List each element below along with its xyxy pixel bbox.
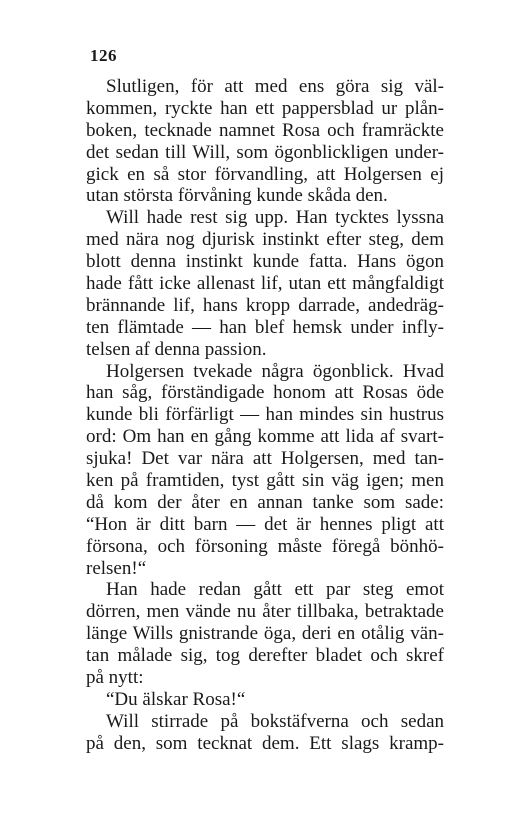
text-line: på nytt:: [86, 667, 144, 689]
text-line: på den, som tecknat dem. Ett slags kramp-: [86, 732, 444, 754]
page-number: 126: [90, 46, 117, 65]
text-line: utan största förvåning kunde skåda den.: [86, 185, 388, 207]
text-line: blott denna instinkt kunde fatta. Hans ögon: [86, 251, 444, 273]
text-line: kommen, ryckte han ett pappersblad ur plån-: [86, 97, 444, 119]
body-text: [86, 76, 444, 755]
text-line: hade fått icke allenast lif, utan ett mångfaldigt: [86, 273, 444, 295]
text-line: ken på framtiden, tyst gått sin väg igen; men: [86, 470, 444, 492]
text-line: relsen!“: [86, 557, 147, 579]
text-line: Holgersen tvekade några ögonblick. Hvad: [106, 360, 444, 382]
text-line: “Du älskar Rosa!“: [106, 688, 246, 710]
text-line: Will hade rest sig upp. Han tycktes lyssna: [106, 207, 444, 229]
text-line: Slutligen, för att med ens göra sig väl-: [106, 76, 444, 97]
text-line: telsen af denna passion.: [86, 338, 267, 360]
text-line: sjuka! Det var nära att Holgersen, med tan-: [86, 448, 444, 470]
text-line: Will stirrade på bokstäfverna och sedan: [106, 710, 444, 732]
text-line: boken, tecknade namnet Rosa och framräckte: [86, 119, 444, 141]
text-line: brännande lif, hans kropp darrade, andedräg-: [86, 294, 444, 316]
text-line: kunde bli förfärligt — han mindes sin hustrus: [86, 404, 444, 426]
text-line: gick en så stor förvandling, att Holgersen ej: [86, 163, 444, 185]
text-line: med nära nog djurisk instinkt efter steg, dem: [86, 229, 444, 251]
text-line: dörren, men vände nu åter tillbaka, betraktade: [86, 601, 444, 623]
text-line: försona, och försoning måste föregå bönhö-: [86, 535, 444, 557]
text-line: det sedan till Will, som ögonblickligen under-: [86, 141, 444, 163]
text-line: ten flämtade — han blef hemsk under infly-: [86, 316, 444, 338]
text-line: Han hade redan gått ett par steg emot: [106, 579, 444, 601]
text-line: då kom der åter en annan tanke som sade:: [86, 491, 444, 513]
text-line: länge Wills gnistrande öga, deri en otålig vän-: [86, 623, 444, 645]
text-line: tan målade sig, tog derefter bladet och skref: [86, 645, 444, 667]
text-line: ord: Om han en gång komme att lida af svart-: [86, 426, 444, 448]
text-line: “Hon är ditt barn — det är hennes pligt att: [86, 513, 444, 535]
text-line: han såg, förständigade honom att Rosas öde: [86, 382, 444, 404]
